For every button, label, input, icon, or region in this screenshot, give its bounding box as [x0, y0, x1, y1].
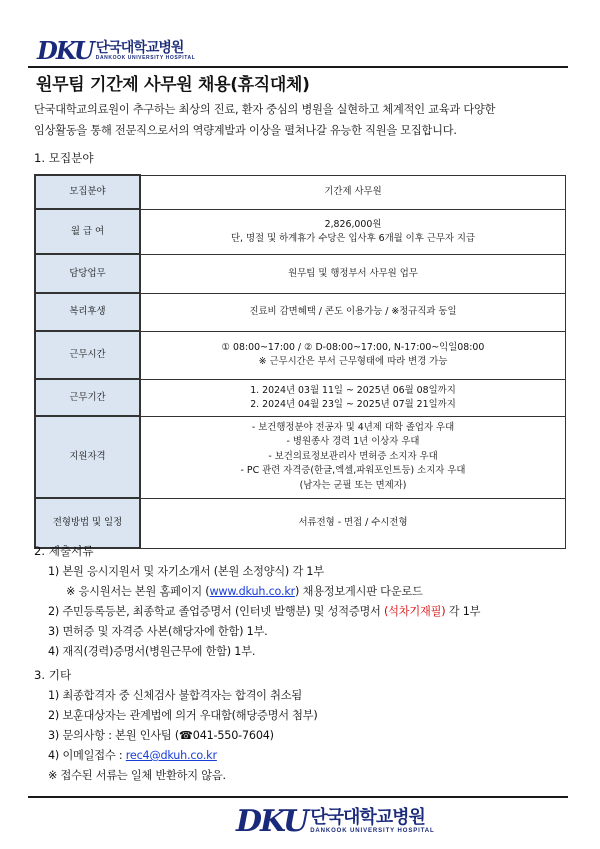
table-row [35, 209, 566, 254]
item-text: 2) 주민등록등본, 최종학교 졸업증명서 (인터넷 발행분) 및 성적증명서 [48, 605, 385, 618]
hospital-name-en: DANKOOK UNIVERSITY HOSPITAL [310, 828, 435, 834]
hours-note: ※ 근무시간은 부서 근무형태에 따라 변경 가능 [258, 356, 448, 367]
other-list [48, 686, 318, 786]
hospital-name-ko: 단국대학교병원 [95, 39, 184, 56]
recruitment-table [34, 174, 566, 549]
dku-logo-mark: DKU [37, 36, 93, 65]
table-row [35, 416, 566, 498]
section-heading-documents: 2. 제출서류 [34, 544, 94, 558]
salary-note: 단, 명절 및 하계휴가 수당은 입사후 6개월 이후 근무자 지급 [230, 232, 476, 244]
hospital-logo-top [37, 36, 196, 65]
salary-amount: 2,826,000원 [324, 218, 382, 230]
list-item: 1) 본원 응시지원서 및 자기소개서 (본원 소정양식) 각 1부 [48, 565, 324, 578]
table-row [35, 175, 566, 209]
dku-logo-mark: DKU [236, 804, 308, 839]
section-heading-positions: 1. 모집분야 [34, 151, 94, 165]
table-row [35, 293, 566, 331]
row-value [140, 379, 566, 416]
qualification-item: - PC 관련 자격증(한글,엑셀,파워포인트등) 소지자 우대 [240, 465, 466, 477]
list-item [48, 602, 480, 622]
row-value [140, 416, 566, 498]
table-row [35, 498, 566, 548]
intro-line: 임상활동을 통해 전문직으로서의 역량계발과 이상을 펼쳐나갈 유능한 직원을 모집합니다. [34, 124, 457, 137]
list-item: 4) 재직(경력)증명서(병원근무에 한함) 1부. [48, 645, 256, 658]
item-text: 각 1부 [445, 605, 481, 618]
row-label: 복리후생 [35, 293, 140, 331]
row-label: 근무시간 [35, 331, 140, 379]
list-item: 3) 문의사항 : 본원 인사팀 (☎041-550-7604) [48, 729, 274, 742]
hospital-name-ko: 단국대학교병원 [310, 807, 425, 828]
row-value: 기간제 사무원 [140, 175, 566, 209]
list-item: 3) 면허증 및 자격증 사본(해당자에 한함) 1부. [48, 625, 268, 638]
list-item: 2) 보훈대상자는 관계법에 의거 우대함(해당증명서 첨부) [48, 709, 318, 722]
row-label: 지원자격 [35, 416, 140, 498]
section-heading-other: 3. 기타 [34, 668, 72, 682]
email-link[interactable]: rec4@dkuh.co.kr [125, 749, 217, 762]
row-label: 전형방법 및 일정 [35, 498, 140, 548]
hospital-logo-bottom [236, 804, 435, 839]
row-value: 서류전형 - 면접 / 수시전형 [140, 498, 566, 548]
row-label: 담당업무 [35, 254, 140, 293]
period-2: 2. 2024년 04월 23일 ~ 2025년 07월 21일까지 [250, 398, 456, 410]
row-value: 원무팀 및 행정부서 사무원 업무 [140, 254, 566, 293]
rank-required-note: (석차기재필) [384, 605, 446, 618]
table-row [35, 379, 566, 416]
row-label: 근무기간 [35, 379, 140, 416]
list-item-note: ※ 접수된 서류는 일체 반환하지 않음. [48, 769, 226, 782]
row-value: 진료비 감면혜택 / 콘도 이용가능 / ※정규직과 동일 [140, 293, 566, 331]
intro-line: 단국대학교의료원이 추구하는 최상의 진료, 환자 중심의 병원을 실현하고 체계적인 교육과 다양한 [34, 103, 496, 116]
table-row [35, 331, 566, 379]
header-divider [28, 66, 568, 68]
row-value [140, 209, 566, 254]
hospital-name-en: DANKOOK UNIVERSITY HOSPITAL [95, 54, 196, 61]
qualification-item: - 보건행정분야 전공자 및 4년제 대학 졸업자 우대 [251, 421, 455, 433]
item-text: 4) 이메일접수 : [48, 749, 126, 762]
footer-divider [28, 796, 568, 798]
intro-paragraph [34, 99, 574, 141]
list-item-note [48, 582, 480, 602]
list-item [48, 746, 318, 766]
row-value [140, 331, 566, 379]
list-item: 1) 최종합격자 중 신체검사 불합격자는 합격이 취소됨 [48, 689, 302, 702]
homepage-link[interactable]: www.dkuh.co.kr [209, 585, 296, 598]
period-1: 1. 2024년 03월 11일 ~ 2025년 06월 08일까지 [250, 384, 456, 396]
hours-shifts: ① 08:00~17:00 / ② D-08:00~17:00, N-17:00~익일08:00 [221, 342, 485, 353]
qualification-item: - 병원종사 경력 1년 이상자 우대 [286, 436, 420, 448]
documents-list [48, 562, 480, 662]
qualification-item: (남자는 군필 또는 면제자) [299, 479, 407, 491]
page-title: 원무팀 기간제 사무원 채용(휴직대체) [36, 75, 310, 95]
note-text: ) 채용정보게시판 다운로드 [295, 585, 423, 598]
note-text: ※ 응시원서는 본원 홈페이지 ( [66, 585, 210, 598]
row-label: 월 급 여 [35, 209, 140, 254]
table-row [35, 254, 566, 293]
qualification-item: - 보건의료정보관리사 면허증 소지자 우대 [268, 450, 438, 462]
row-label: 모집분야 [35, 175, 140, 209]
